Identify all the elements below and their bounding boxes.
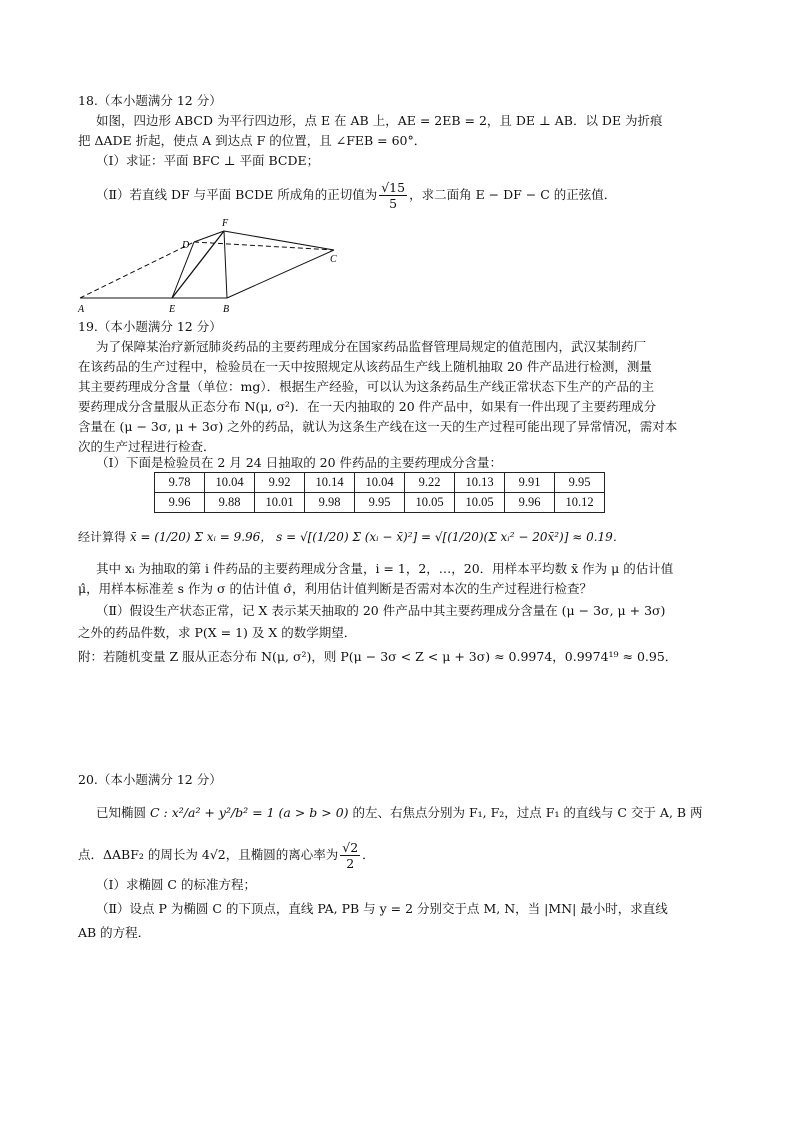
fig-label-b: B [223, 304, 230, 315]
table-cell: 10.14 [305, 473, 355, 493]
q20-l2-prefix: 点．ΔABF₂ 的周长为 4√2，且椭圆的离心率为 [78, 847, 339, 862]
q18-part1: （Ⅰ）求证：平面 BFC ⊥ 平面 BCDE； [96, 153, 320, 168]
q20-ellipse-equation: C : x²/a² + y²/b² = 1 (a > b > 0) [150, 805, 349, 820]
q19-note: 附：若随机变量 Z 服从正态分布 N(μ, σ²)，则 P(μ − 3σ < Z < μ + 3σ) ≈ 0.9974，0.9974¹⁹ ≈ 0.95． [78, 649, 678, 664]
fig-line-ad [80, 242, 194, 298]
q18-tan-fraction [379, 180, 407, 211]
q19-para-6: 次的生产过程进行检查． [78, 439, 216, 454]
q20-ecc-numerator: √2 [342, 840, 359, 855]
q19-header: 19.（本小题满分 12 分） [78, 319, 222, 334]
table-cell: 9.91 [505, 473, 555, 493]
q19-stat-sd: s = √[(1/20) Σ (xᵢ − x̄)²] = √[(1/20)(Σ xᵢ² − 20x̄²)] ≈ 0.19． [276, 530, 625, 544]
fig-label-e: E [169, 304, 176, 315]
q20-part1: （Ⅰ）求椭圆 C 的标准方程； [96, 877, 256, 892]
fig-label-f: F [222, 218, 229, 229]
q20-ecc-denominator: 2 [346, 856, 355, 871]
q19-para-1: 为了保障某治疗新冠肺炎药品的主要药理成分在国家药品监督管理局规定的值范围内，武汉某制药厂 [96, 339, 647, 354]
q19-stat-prefix: 经计算得 [78, 530, 127, 544]
table-cell: 9.96 [505, 493, 555, 513]
q19-para-3: 其主要药理成分含量（单位：mg）．根据生产经验，可以认为这条药品生产线正常状态下生产的产品的主 [78, 379, 655, 394]
table-cell: 9.98 [305, 493, 355, 513]
table-cell: 10.04 [205, 473, 255, 493]
q20-l2-suffix: ． [362, 847, 375, 862]
q18-tan-numerator: √15 [381, 180, 406, 195]
table-cell: 9.78 [155, 473, 205, 493]
fig-line-bc [227, 250, 334, 298]
table-cell: 9.96 [155, 493, 205, 513]
q20-l1-prefix: 已知椭圆 [96, 805, 147, 820]
q19-part2-line1: （Ⅱ）假设生产状态正常，记 X 表示某天抽取的 20 件产品中其主要药理成分含量在 (μ − 3σ, μ + 3σ) [96, 603, 666, 618]
q18-header: 18.（本小题满分 12 分） [78, 93, 222, 108]
fig-line-fb [224, 231, 227, 298]
table-cell: 10.12 [555, 493, 605, 513]
q20-part2-line1: （Ⅱ）设点 P 为椭圆 C 的下顶点，直线 PA, PB 与 y = 2 分别交于点 M, N，当 |MN| 最小时，求直线 [96, 901, 668, 916]
table-cell: 9.88 [205, 493, 255, 513]
q18-part2-suffix: ，求二面角 E − DF − C 的正弦值． [409, 187, 617, 202]
q20-line2 [78, 838, 375, 872]
q20-line1 [96, 804, 703, 822]
q18-tan-denominator: 5 [389, 196, 398, 211]
q18-figure [72, 214, 352, 316]
table-cell: 9.95 [555, 473, 605, 493]
fig-label-d: D [182, 240, 190, 251]
q19-para-7: 其中 xᵢ 为抽取的第 i 件药品的主要药理成分含量，i = 1，2，…，20．用样本平均数 x̄ 作为 μ 的估计值 [96, 561, 674, 576]
table-cell: 9.22 [405, 473, 455, 493]
q20-header: 20.（本小题满分 12 分） [78, 772, 222, 787]
q19-data-table [154, 472, 605, 513]
q18-line1: 如图，四边形 ABCD 为平行四边形，点 E 在 AB 上，AE = 2EB = 2，且 DE ⊥ AB．以 DE 为折痕 [96, 113, 663, 128]
fig-label-c: C [330, 254, 337, 265]
q19-part2-line2: 之外的药品件数，求 P(X = 1) 及 X 的数学期望． [78, 625, 357, 640]
q19-part1: （Ⅰ）下面是检验员在 2 月 24 日抽取的 20 件药品的主要药理成分含量： [96, 455, 503, 470]
table-row [155, 473, 605, 493]
table-row [155, 493, 605, 513]
fig-line-fc [224, 231, 334, 250]
q18-part2 [96, 178, 616, 212]
table-cell: 10.01 [255, 493, 305, 513]
table-cell: 10.05 [455, 493, 505, 513]
table-cell: 10.05 [405, 493, 455, 513]
q20-part2-line2: AB 的方程． [78, 925, 151, 940]
q18-line2: 把 ΔADE 折起，使点 A 到达点 F 的位置，且 ∠FEB = 60°． [78, 133, 427, 148]
q18-part2-prefix: （Ⅱ）若直线 DF 与平面 BCDE 所成角的正切值为 [96, 187, 378, 202]
q19-statistics [78, 528, 625, 546]
table-cell: 10.04 [355, 473, 405, 493]
table-cell: 9.95 [355, 493, 405, 513]
q20-ecc-fraction [340, 840, 360, 871]
fig-label-a: A [78, 304, 85, 315]
q19-para-8: μ̂，用样本标准差 s 作为 σ 的估计值 σ̂，利用估计值判断是否需对本次的生产过程进行检查？ [78, 581, 592, 596]
q19-para-2: 在该药品的生产过程中，检验员在一天中按照规定从该药品生产线上随机抽取 20 件产品进行检测，测量 [78, 359, 652, 374]
q20-l1-suffix: 的左、右焦点分别为 F₁, F₂，过点 F₁ 的直线与 C 交于 A, B 两 [352, 805, 703, 820]
q19-para-4: 要药理成分含量服从正态分布 N(μ, σ²)．在一天内抽取的 20 件产品中，如果有一件出现了主要药理成分 [78, 399, 657, 414]
table-cell: 10.13 [455, 473, 505, 493]
q19-para-5: 含量在 (μ − 3σ, μ + 3σ) 之外的药品，就认为这条生产线在这一天的生产过程可能出现了异常情况，需对本 [78, 419, 678, 434]
q19-stat-mean: x̄ = (1/20) Σ xᵢ = 9.96， [129, 530, 273, 544]
table-cell: 9.92 [255, 473, 305, 493]
